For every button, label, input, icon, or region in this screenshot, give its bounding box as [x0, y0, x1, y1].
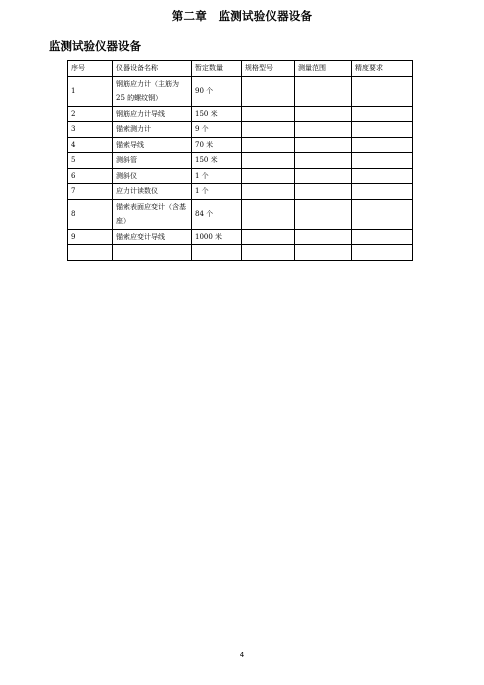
cell-range: [295, 199, 352, 229]
cell-quantity: 9 个: [192, 122, 242, 138]
cell-name: 应力计读数仪: [113, 184, 192, 200]
cell-spec: [242, 153, 295, 169]
table-header-row: [68, 61, 413, 77]
cell-quantity: 1 个: [192, 184, 242, 200]
header-range: 测量范围: [295, 61, 352, 77]
cell-precision: [352, 153, 413, 169]
equipment-table: [67, 60, 413, 261]
cell-range: [295, 122, 352, 138]
table-row: [68, 199, 413, 229]
cell-quantity: 1000 米: [192, 229, 242, 245]
cell-spec: [242, 245, 295, 261]
cell-spec: [242, 199, 295, 229]
table-row: [68, 122, 413, 138]
header-quantity: 暂定数量: [192, 61, 242, 77]
cell-precision: [352, 184, 413, 200]
cell-range: [295, 76, 352, 106]
cell-precision: [352, 76, 413, 106]
cell-quantity: 70 米: [192, 137, 242, 153]
cell-range: [295, 184, 352, 200]
cell-name: 锚索导线: [113, 137, 192, 153]
chapter-title: 第二章 监测试验仪器设备: [171, 9, 313, 23]
cell-quantity: 150 米: [192, 106, 242, 122]
cell-precision: [352, 199, 413, 229]
cell-no: 3: [68, 122, 113, 138]
cell-precision: [352, 122, 413, 138]
cell-range: [295, 245, 352, 261]
header-name: 仪器设备名称: [113, 61, 192, 77]
cell-precision: [352, 137, 413, 153]
table-row: [68, 184, 413, 200]
cell-no: 9: [68, 229, 113, 245]
header-precision: 精度要求: [352, 61, 413, 77]
cell-no: 6: [68, 168, 113, 184]
cell-name: [113, 245, 192, 261]
cell-no: 2: [68, 106, 113, 122]
cell-precision: [352, 229, 413, 245]
cell-spec: [242, 137, 295, 153]
cell-quantity: 1 个: [192, 168, 242, 184]
cell-quantity: [192, 245, 242, 261]
cell-range: [295, 229, 352, 245]
cell-name: 锚索应变计导线: [113, 229, 192, 245]
cell-name: 钢筋应力计导线: [113, 106, 192, 122]
header-spec: 规格型号: [242, 61, 295, 77]
cell-no: 7: [68, 184, 113, 200]
cell-name: 测斜管: [113, 153, 192, 169]
cell-quantity: 90 个: [192, 76, 242, 106]
cell-name: 测斜仪: [113, 168, 192, 184]
cell-spec: [242, 76, 295, 106]
cell-name: 锚索表面应变计（含基座）: [113, 199, 192, 229]
cell-spec: [242, 229, 295, 245]
table-row: [68, 106, 413, 122]
table-row: [68, 168, 413, 184]
table-row: [68, 76, 413, 106]
cell-spec: [242, 184, 295, 200]
table-row: [68, 153, 413, 169]
cell-spec: [242, 168, 295, 184]
cell-spec: [242, 106, 295, 122]
table-row: [68, 245, 413, 261]
table-row: [68, 229, 413, 245]
cell-spec: [242, 122, 295, 138]
cell-quantity: 150 米: [192, 153, 242, 169]
cell-range: [295, 153, 352, 169]
header-no: 序号: [68, 61, 113, 77]
cell-no: 4: [68, 137, 113, 153]
cell-no: 5: [68, 153, 113, 169]
cell-name: 锚索测力计: [113, 122, 192, 138]
cell-range: [295, 106, 352, 122]
section-title: 监测试验仪器设备: [49, 39, 141, 53]
cell-precision: [352, 245, 413, 261]
cell-name: 钢筋应力计（主筋为 25 的螺纹钢）: [113, 76, 192, 106]
cell-range: [295, 137, 352, 153]
page-number: 4: [239, 651, 245, 659]
cell-range: [295, 168, 352, 184]
cell-no: 1: [68, 76, 113, 106]
table-row: [68, 137, 413, 153]
cell-no: 8: [68, 199, 113, 229]
cell-no: [68, 245, 113, 261]
cell-quantity: 84 个: [192, 199, 242, 229]
cell-precision: [352, 106, 413, 122]
cell-precision: [352, 168, 413, 184]
